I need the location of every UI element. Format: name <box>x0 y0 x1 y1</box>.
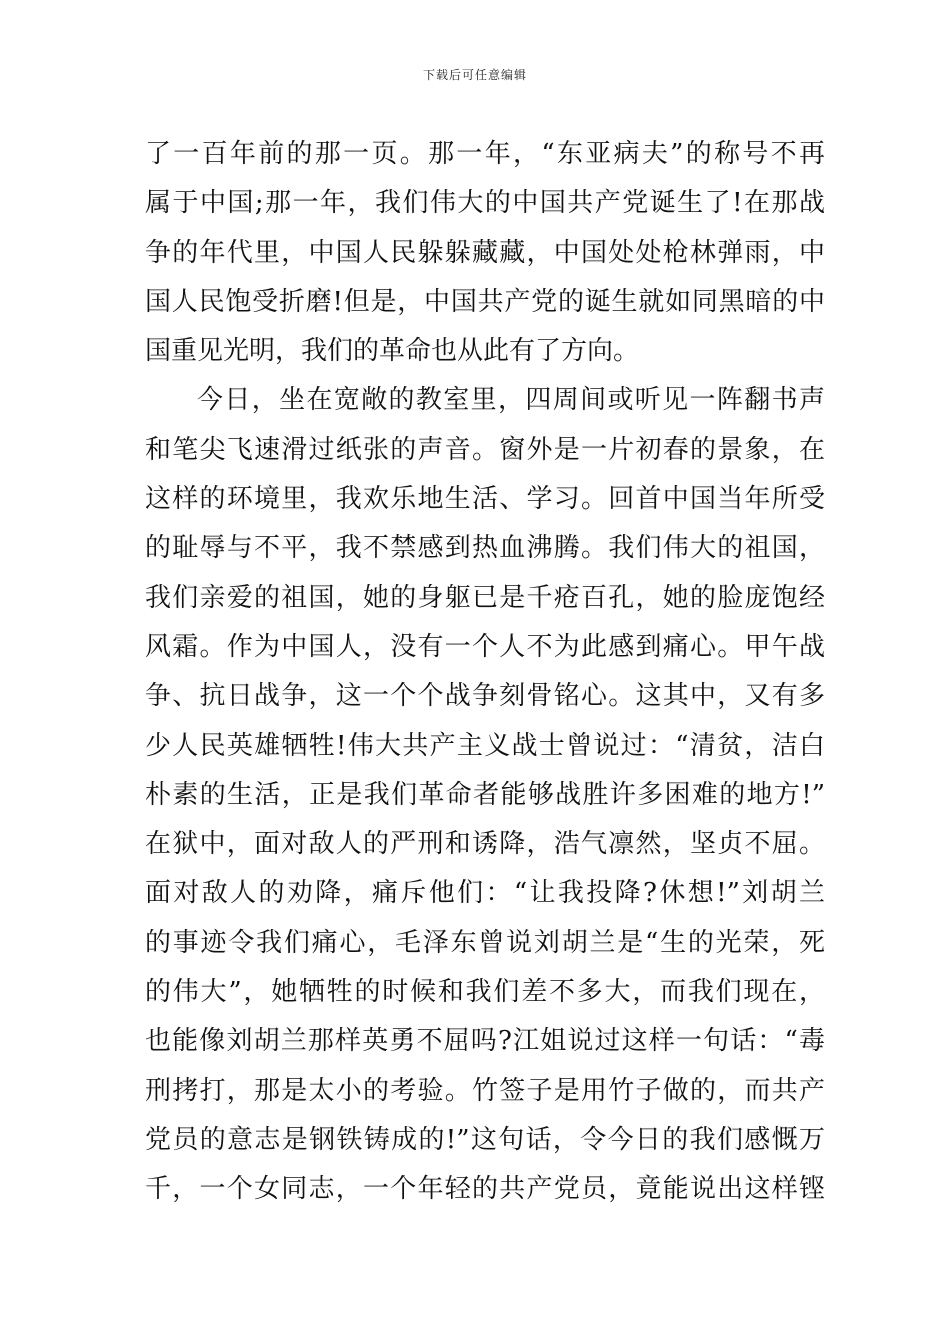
text-line: 的耻辱与不平，我不禁感到热血沸腾。我们伟大的祖国， <box>145 533 825 564</box>
text-line: 千，一个女同志，一个年轻的共产党员，竟能说出这样铿 <box>145 1174 825 1205</box>
text-line: 党员的意志是钢铁铸成的!”这句话，令今日的我们感慨万 <box>145 1124 825 1155</box>
text-line: 也能像刘胡兰那样英勇不屈吗?江姐说过这样一句话：“毒 <box>145 1026 825 1057</box>
text-line: 争、抗日战争，这一个个战争刻骨铭心。这其中，又有多 <box>145 681 825 712</box>
paragraph-1 <box>145 130 825 376</box>
text-line: 国重见光明，我们的革命也从此有了方向。 <box>145 336 640 367</box>
text-line: 今日，坐在宽敞的教室里，四周间或听见一阵翻书声 <box>197 385 825 416</box>
document-body <box>145 130 825 1215</box>
text-line: 国人民饱受折磨!但是，中国共产党的诞生就如同黑暗的中 <box>145 286 825 317</box>
text-line: 和笔尖飞速滑过纸张的声音。窗外是一片初春的景象，在 <box>145 434 825 465</box>
text-line: 的伟大”，她牺牲的时候和我们差不多大，而我们现在， <box>145 977 825 1008</box>
text-line: 刑拷打，那是太小的考验。竹签子是用竹子做的，而共产 <box>145 1075 825 1106</box>
text-line: 争的年代里，中国人民躲躲藏藏，中国处处枪林弹雨，中 <box>145 237 825 268</box>
paragraph-2 <box>145 376 825 1214</box>
text-line: 朴素的生活，正是我们革命者能够战胜许多困难的地方!” <box>145 779 825 810</box>
text-line: 在狱中，面对敌人的严刑和诱降，浩气凛然，坚贞不屈。 <box>145 829 825 860</box>
text-line: 我们亲爱的祖国，她的身躯已是千疮百孔，她的脸庞饱经 <box>145 582 825 613</box>
text-line: 了一百年前的那一页。那一年，“东亚病夫”的称号不再 <box>145 139 825 169</box>
page-header: 下载后可任意编辑 <box>422 68 527 82</box>
text-line: 的事迹令我们痛心，毛泽东曾说刘胡兰是“生的光荣，死 <box>145 927 825 958</box>
text-line: 属于中国;那一年，我们伟大的中国共产党诞生了!在那战 <box>145 188 825 219</box>
text-line: 这样的环境里，我欢乐地生活、学习。回首中国当年所受 <box>145 484 825 515</box>
text-line: 面对敌人的劝降，痛斥他们：“让我投降?休想!”刘胡兰 <box>145 878 825 909</box>
text-line: 少人民英雄牺牲!伟大共产主义战士曾说过：“清贫，洁白 <box>145 730 825 761</box>
text-line: 风霜。作为中国人，没有一个人不为此感到痛心。甲午战 <box>145 631 825 662</box>
